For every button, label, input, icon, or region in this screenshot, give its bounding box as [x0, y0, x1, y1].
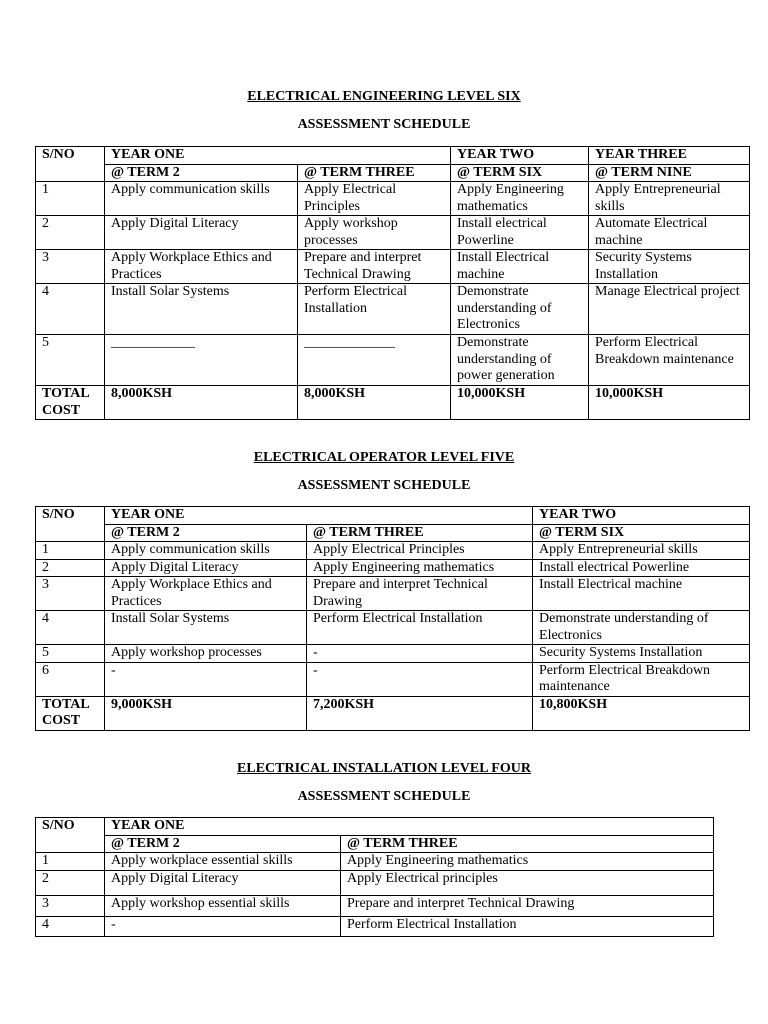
table-row — [36, 645, 750, 663]
header-term: @ TERM 2 — [105, 835, 341, 853]
row-number: 2 — [36, 559, 105, 577]
table-cell: Apply workplace essential skills — [105, 853, 341, 871]
row-number: 1 — [36, 542, 105, 560]
table-row — [36, 611, 750, 645]
table-cell: ____________ — [105, 335, 298, 386]
table-row — [36, 577, 750, 611]
table-cell: Demonstrate understanding of Electronics — [451, 284, 589, 335]
total-cost-value: 10,000KSH — [589, 386, 750, 420]
table-cell: - — [307, 645, 533, 663]
section-title: ELECTRICAL OPERATOR LEVEL FIVE — [253, 450, 515, 465]
row-number: 2 — [36, 870, 105, 895]
header-term: @ TERM 2 — [105, 164, 298, 182]
row-number: 1 — [36, 182, 105, 216]
header-sno: S/NO — [36, 147, 105, 182]
total-cost-value: 8,000KSH — [298, 386, 451, 420]
table-cell: Install Solar Systems — [105, 284, 298, 335]
row-number: 4 — [36, 611, 105, 645]
header-term: @ TERM NINE — [589, 164, 750, 182]
header-sno: S/NO — [36, 818, 105, 853]
header-term: @ TERM SIX — [533, 524, 750, 542]
total-cost-row — [36, 386, 750, 420]
table-cell: Perform Electrical Installation — [298, 284, 451, 335]
table-cell: Apply workshop processes — [298, 216, 451, 250]
table-cell: Apply Electrical Principles — [307, 542, 533, 560]
table-cell: Apply Electrical principles — [341, 870, 714, 895]
table-cell: Manage Electrical project — [589, 284, 750, 335]
header-term: @ TERM THREE — [307, 524, 533, 542]
table-cell: Apply Digital Literacy — [105, 559, 307, 577]
table-cell: - — [307, 662, 533, 696]
row-number: 1 — [36, 853, 105, 871]
table-cell: Demonstrate understanding of power generation — [451, 335, 589, 386]
table-row — [36, 662, 750, 696]
table-row — [36, 542, 750, 560]
table-cell: Apply Entrepreneurial skills — [589, 182, 750, 216]
table-row — [36, 250, 750, 284]
table-row — [36, 870, 714, 895]
table-row — [36, 284, 750, 335]
table-cell: - — [105, 662, 307, 696]
table-cell: Apply Engineering mathematics — [451, 182, 589, 216]
table-cell: Automate Electrical machine — [589, 216, 750, 250]
header-year-one: YEAR ONE — [105, 147, 451, 165]
table-cell: Prepare and interpret Technical Drawing — [298, 250, 451, 284]
table-cell: Apply communication skills — [105, 542, 307, 560]
table-cell: Apply communication skills — [105, 182, 298, 216]
header-sno: S/NO — [36, 507, 105, 542]
total-cost-label: TOTAL COST — [36, 386, 105, 420]
table-cell: _____________ — [298, 335, 451, 386]
table-cell: Prepare and interpret Technical Drawing — [307, 577, 533, 611]
row-number: 5 — [36, 645, 105, 663]
table-cell: Perform Electrical Installation — [307, 611, 533, 645]
table-row — [36, 853, 714, 871]
total-cost-value: 10,800KSH — [533, 696, 750, 730]
table-row — [36, 895, 714, 916]
row-number: 3 — [36, 577, 105, 611]
table-cell: Install Electrical machine — [451, 250, 589, 284]
header-year-one: YEAR ONE — [105, 818, 714, 836]
row-number: 2 — [36, 216, 105, 250]
table-row — [36, 216, 750, 250]
section-title: ELECTRICAL ENGINEERING LEVEL SIX — [247, 89, 521, 104]
row-number: 4 — [36, 916, 105, 936]
header-year-two: YEAR TWO — [451, 147, 589, 165]
section-title: ELECTRICAL INSTALLATION LEVEL FOUR — [237, 761, 531, 776]
table-cell: Demonstrate understanding of Electronics — [533, 611, 750, 645]
schedule-table-level-four — [35, 817, 714, 937]
table-cell: Apply Digital Literacy — [105, 870, 341, 895]
section-subtitle: ASSESSMENT SCHEDULE — [297, 478, 471, 493]
table-cell: Apply Workplace Ethics and Practices — [105, 250, 298, 284]
total-cost-label: TOTAL COST — [36, 696, 105, 730]
schedule-table-level-six — [35, 146, 750, 420]
table-cell: Install electrical Powerline — [451, 216, 589, 250]
table-cell: Apply Engineering mathematics — [341, 853, 714, 871]
table-cell: Apply Electrical Principles — [298, 182, 451, 216]
header-term: @ TERM THREE — [298, 164, 451, 182]
header-year-two: YEAR TWO — [533, 507, 750, 525]
table-row — [36, 559, 750, 577]
table-cell: Apply Workplace Ethics and Practices — [105, 577, 307, 611]
table-cell: Perform Electrical Installation — [341, 916, 714, 936]
row-number: 4 — [36, 284, 105, 335]
table-row — [36, 335, 750, 386]
table-cell: Install Solar Systems — [105, 611, 307, 645]
total-cost-value: 9,000KSH — [105, 696, 307, 730]
row-number: 5 — [36, 335, 105, 386]
row-number: 3 — [36, 895, 105, 916]
table-cell: Apply workshop processes — [105, 645, 307, 663]
header-year-one: YEAR ONE — [105, 507, 533, 525]
header-term: @ TERM THREE — [341, 835, 714, 853]
table-cell: Security Systems Installation — [533, 645, 750, 663]
header-term: @ TERM SIX — [451, 164, 589, 182]
table-row — [36, 182, 750, 216]
table-cell: Perform Electrical Breakdown maintenance — [589, 335, 750, 386]
row-number: 3 — [36, 250, 105, 284]
total-cost-value: 7,200KSH — [307, 696, 533, 730]
total-cost-value: 10,000KSH — [451, 386, 589, 420]
section-subtitle: ASSESSMENT SCHEDULE — [297, 789, 471, 804]
schedule-table-level-five — [35, 506, 750, 731]
table-cell: Install electrical Powerline — [533, 559, 750, 577]
table-cell: Apply Digital Literacy — [105, 216, 298, 250]
table-cell: Prepare and interpret Technical Drawing — [341, 895, 714, 916]
table-cell: Install Electrical machine — [533, 577, 750, 611]
table-cell: Apply Entrepreneurial skills — [533, 542, 750, 560]
row-number: 6 — [36, 662, 105, 696]
header-year-three: YEAR THREE — [589, 147, 750, 165]
section-subtitle: ASSESSMENT SCHEDULE — [297, 117, 471, 132]
table-cell: Perform Electrical Breakdown maintenance — [533, 662, 750, 696]
table-row — [36, 916, 714, 936]
header-term: @ TERM 2 — [105, 524, 307, 542]
total-cost-row — [36, 696, 750, 730]
table-cell: Apply workshop essential skills — [105, 895, 341, 916]
total-cost-value: 8,000KSH — [105, 386, 298, 420]
table-cell: Apply Engineering mathematics — [307, 559, 533, 577]
table-cell: Security Systems Installation — [589, 250, 750, 284]
table-cell: - — [105, 916, 341, 936]
